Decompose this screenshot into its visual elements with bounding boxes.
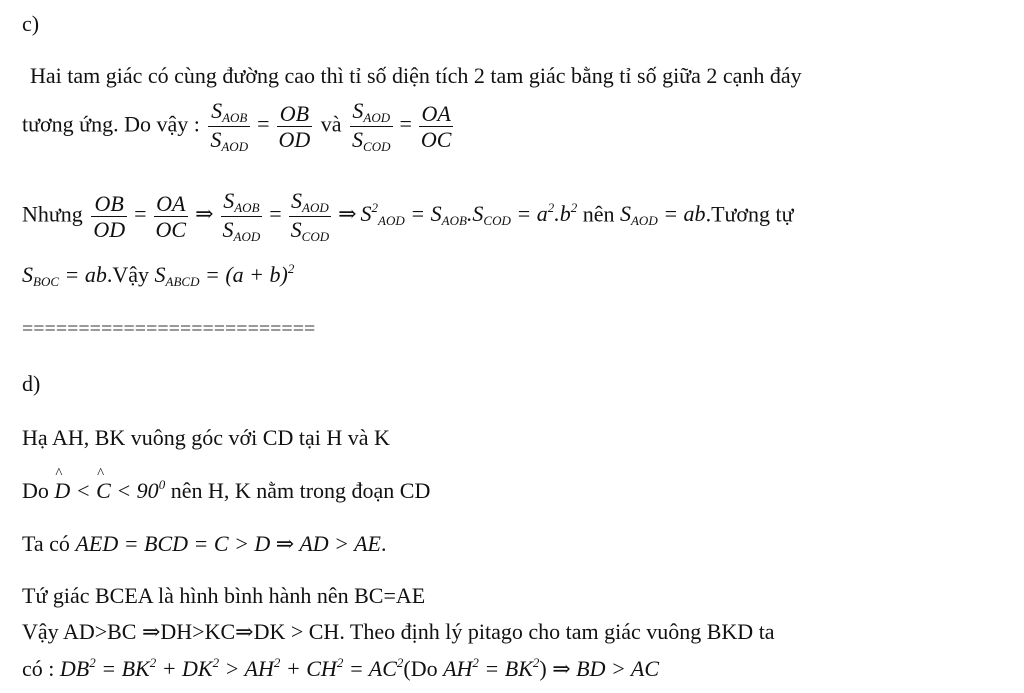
part-d-line5: Vậy AD>BC ⇒DH>KC⇒DK > CH. Theo định lý pitago cho tam giác vuông BKD ta — [22, 619, 775, 644]
fraction-ob-od: $\frac{OB}{OD}$ — [278, 100, 311, 152]
part-c-paragraph-line1: Hai tam giác có cùng đường cao thì tỉ số diện tích 2 tam giác bằng tỉ số giữa 2 cạnh đáy — [30, 63, 802, 88]
fraction-saod-scod: $\frac{S_{AOD}}{S_{COD}}$ — [352, 98, 391, 154]
section-separator: ========================== — [22, 318, 316, 340]
text-va: và — [320, 111, 342, 137]
fraction-oa-oc: $\frac{OA}{OC}$ — [420, 100, 452, 152]
part-d-line3: Ta có AED = BCD = C > D ⇒ AD > AE. — [22, 531, 387, 556]
part-c-paragraph-line2: tương ứng. Do vậy : $\frac{S_{AOB}}{S_{AOD}}$ = $\frac{OB}{OD}$ và $\frac{S_{AOD}}{S_{COD}}$ = $\frac{OA}{OC}$ — [22, 98, 452, 154]
part-d-line1: Hạ AH, BK vuông góc với CD tại H và K — [22, 425, 390, 450]
fraction-saob-saod: $\frac{S_{AOB}}{S_{AOD}}$ — [210, 98, 249, 154]
part-d-line6: có : $DB^2 = BK^2 + DK^2 > AH^2 + CH^2 = AC^2(Do$ $AH^2 = BK^2$) ⇒ BD > AC — [22, 655, 660, 681]
part-c-nhung-line: Nhưng $\frac{OB}{OD}$ = $\frac{OA}{OC}$ ⇒ $\frac{S_{AOB}}{S_{AOD}}$ = $\frac{S_{AOD}}{S_{COD}}$ ⇒ $S^2_{AOD} = S_{AOB}.S_{COD} = a^2.b^2$ nên $S_{AOD}$ = ab.Tương tự — [22, 188, 794, 244]
part-c-heading: c) — [22, 11, 40, 36]
part-c-text-do-vay: tương ứng. Do vậy : — [22, 111, 200, 137]
part-d-line4: Tứ giác BCEA là hình bình hành nên BC=AE — [22, 583, 426, 608]
part-c-conclusion-line: $S_{BOC}$ = ab.Vậy $S_{ABCD} = (a + b)^2$ — [22, 261, 295, 289]
part-d-heading: d) — [22, 371, 41, 396]
part-d-line2: Do ^ D < ^ $C < 90^0$ nên H, K nằm trong đoạn CD — [22, 478, 430, 503]
